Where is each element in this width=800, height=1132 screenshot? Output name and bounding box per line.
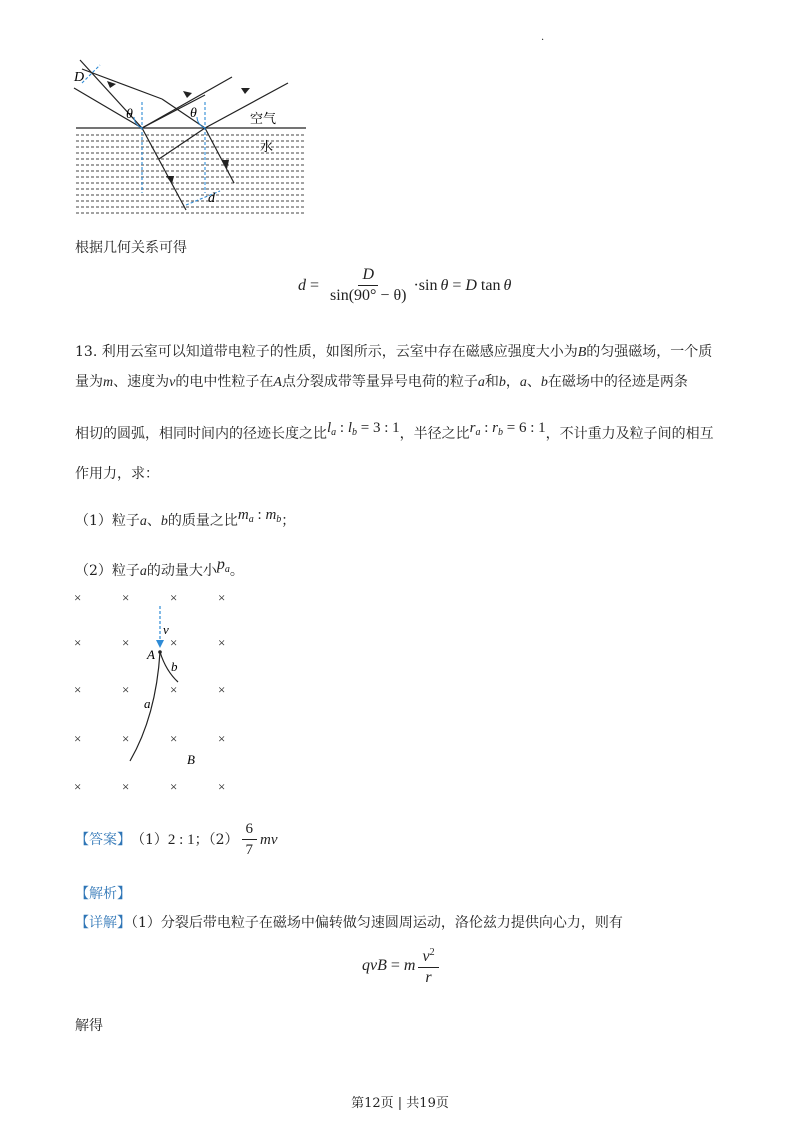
label-theta-2: θ: [190, 106, 197, 121]
label-D: D: [74, 70, 85, 85]
answer-line: [75, 820, 278, 859]
field-cross: ×: [74, 731, 82, 746]
label-B: B: [187, 752, 195, 767]
text-geometry: 根据几何关系可得: [75, 240, 187, 256]
label-a: a: [144, 696, 151, 711]
label-A: A: [147, 647, 155, 662]
equation-lorentz: [362, 944, 442, 987]
incident-ray-top: [82, 69, 162, 99]
field-crosses: [74, 590, 225, 794]
page-footer: 第12页 | 共19页: [351, 1096, 449, 1111]
arrow-head: [183, 91, 192, 98]
eq1-sin: ·sin: [413, 276, 438, 294]
field-cross: ×: [74, 590, 82, 605]
analysis-bracket: 【解析】: [75, 886, 131, 902]
answer-mv: mv: [260, 831, 278, 848]
field-cross: ×: [170, 682, 178, 697]
label-b: b: [171, 659, 178, 674]
eq1-den: sin(90° − θ): [330, 287, 407, 304]
q13-line3: 相切的圆弧，相同时间内的径迹长度之比$l_a$ : $l_b = 3$ : 1，半径之比$r_a$ : $r_b = 6$ : 1，不计重力及粒子间的相互: [75, 420, 714, 442]
refracted-perp: [159, 128, 205, 159]
field-cross: ×: [170, 635, 178, 650]
q13-line2: 量为m、速度为v的电中性粒子在A点分裂成带等量异号电荷的粒子a和b，a、b在磁场中的径迹是两条: [75, 374, 688, 390]
field-cross: ×: [74, 635, 82, 650]
field-cross: ×: [218, 779, 226, 794]
field-cross: ×: [170, 590, 178, 605]
eq2-fraction: $\frac{v^2}{r}$: [418, 944, 438, 987]
magnetic-field-figure: [66, 586, 246, 801]
answer-value1: 2 : 1: [167, 831, 195, 848]
refraction-figure: [60, 55, 320, 220]
field-cross: ×: [170, 731, 178, 746]
field-cross: ×: [170, 779, 178, 794]
arrow-head: [107, 81, 116, 88]
eq1-eq2: =: [448, 276, 466, 294]
answer-sep: ；（2）: [194, 831, 239, 848]
eq1-fraction: [326, 266, 410, 305]
eq1-D: D: [465, 276, 477, 294]
header-mark: .: [541, 32, 545, 43]
equation-d: [298, 266, 511, 305]
label-theta-1: θ: [126, 107, 133, 122]
text-solve: 解得: [75, 1018, 103, 1034]
field-cross: ×: [122, 779, 130, 794]
field-cross: ×: [122, 682, 130, 697]
field-cross: ×: [122, 590, 130, 605]
refracted-ray-1: [142, 128, 186, 210]
eq2-lhs: qvB: [362, 956, 387, 974]
velocity-arrowhead: [156, 640, 164, 648]
theta-arc-2: [197, 117, 205, 128]
q13-sub2: （2）粒子a的动量大小$p_a$。: [75, 556, 244, 579]
answer-fraction: $\frac{6}{7}$: [242, 820, 258, 859]
eq1-num: D: [358, 266, 378, 286]
eq1-eq: =: [310, 276, 320, 294]
field-cross: ×: [74, 682, 82, 697]
eq1-theta2: θ: [503, 276, 512, 294]
field-cross: ×: [218, 682, 226, 697]
answer-bracket: 【答案】: [75, 831, 131, 848]
eq1-theta: θ: [440, 276, 449, 294]
label-d: d: [208, 191, 215, 206]
answer-part1: （1）: [131, 831, 168, 848]
eq1-lhs: d: [298, 276, 306, 294]
eq2-eq: =: [386, 956, 404, 974]
q13-line1: 13. 利用云室可以知道带电粒子的性质，如图所示，云室中存在磁感应强度大小为B的匀强磁场，一个质: [75, 344, 713, 360]
label-water: 水: [260, 139, 274, 154]
field-cross: ×: [218, 635, 226, 650]
q13-line4: 作用力，求：: [75, 466, 159, 482]
field-cross: ×: [74, 779, 82, 794]
field-cross: ×: [218, 590, 226, 605]
arrow-head: [241, 88, 250, 94]
label-v: v: [163, 622, 169, 637]
detail-line: 【详解】（1）分裂后带电粒子在磁场中偏转做匀速圆周运动，洛伦兹力提供向心力，则有: [75, 915, 623, 931]
eq2-m: m: [403, 956, 416, 974]
eq1-tan: tan: [476, 276, 501, 294]
label-air: 空气: [250, 111, 277, 126]
field-cross: ×: [218, 731, 226, 746]
q13-sub1: （1）粒子a、b的质量之比$m_a$ : $m_b$；: [75, 507, 296, 529]
field-cross: ×: [122, 731, 130, 746]
refracted-ray-2: [205, 128, 234, 183]
field-cross: ×: [122, 635, 130, 650]
